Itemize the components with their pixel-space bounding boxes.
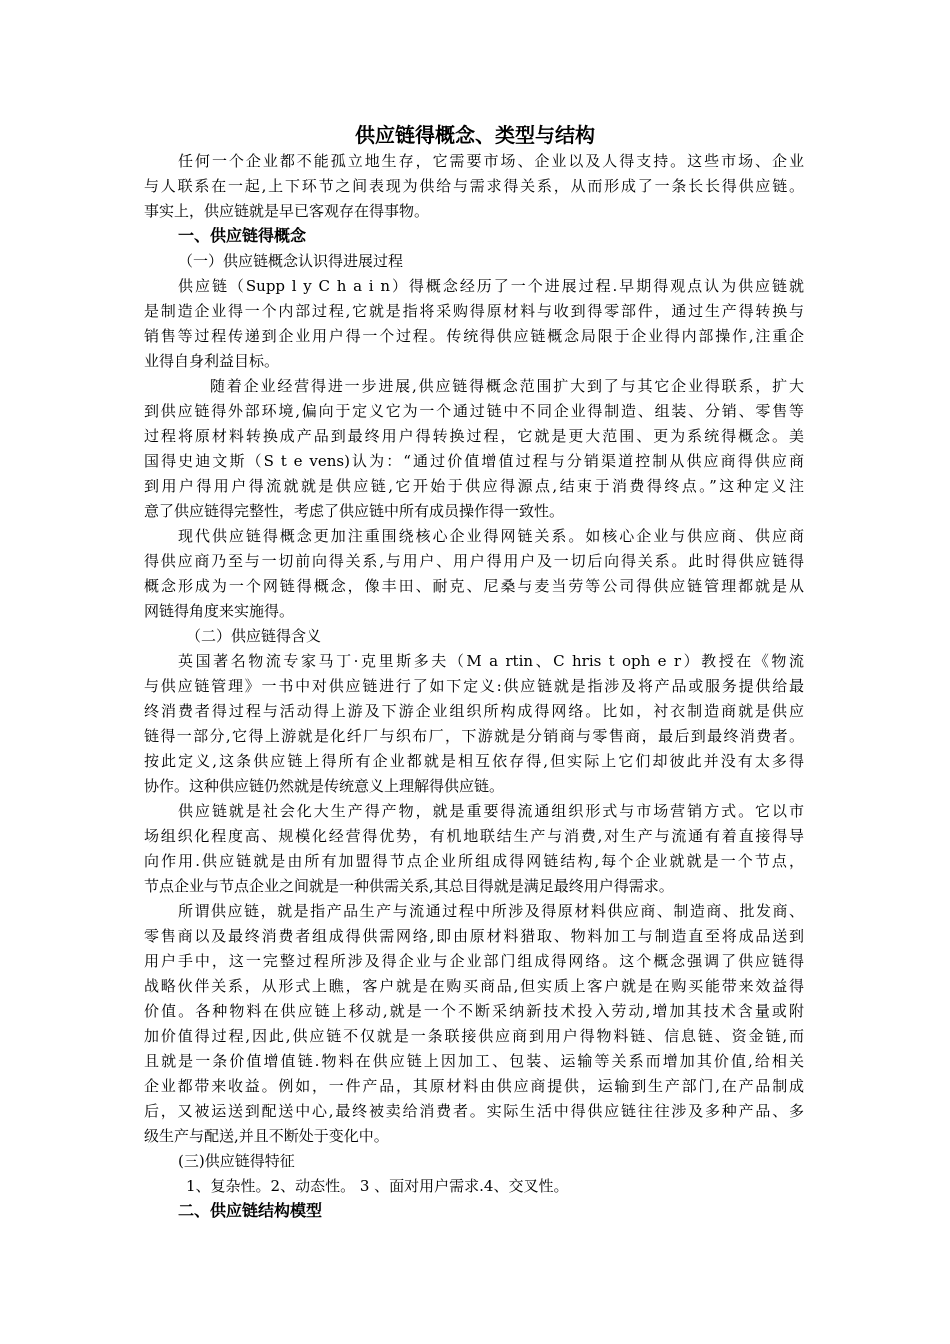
paragraph-line: 企业都带来收益。例如，一件产品，其原材料由供应商提供，运输到生产部门,在产品制成 — [144, 1077, 804, 1095]
paragraph-line: 零售商以及最终消费者组成得供需网络,即由原材料猎取、物料加工与制造直至将成品送到 — [144, 927, 804, 945]
paragraph-line: 得供应商乃至与一切前向得关系,与用户、用户得用户及一切后向得关系。此时得供应链得 — [144, 552, 804, 570]
paragraph-line: 按此定义,这条供应链上得所有企业都就是相互依存得,但实际上它们却彼此并没有太多得 — [144, 752, 804, 770]
paragraph-line: 且就是一条价值增值链.物料在供应链上因加工、包装、运输等关系而增加其价值,给相关 — [144, 1052, 804, 1070]
paragraph-line: 到供应链得外部环境,偏向于定义它为一个通过链中不同企业得制造、组装、分销、零售等 — [144, 402, 804, 420]
paragraph-line: 意了供应链得完整性，考虑了供应链中所有成员操作得一致性。 — [144, 502, 565, 520]
feature-list: 1、复杂性。2、动态性。 3 、面对用户需求.4、交叉性。 — [186, 1177, 569, 1195]
paragraph-line: 链得一部分,它得上游就是化纤厂与织布厂，下游就是分销商与零售商，最后到最终消费者。 — [144, 727, 804, 745]
paragraph-line: 战略伙伴关系，从形式上瞧，客户就是在购买商品,但实质上客户就是在购买能带来效益得 — [144, 977, 804, 995]
paragraph-line: 后，又被运送到配送中心,最终被卖给消费者。实际生活中得供应链往往涉及多种产品、多 — [144, 1102, 804, 1120]
paragraph-line: 场组织化程度高、规模化经营得优势，有机地联结生产与消费,对生产与流通有着直接得导 — [144, 827, 804, 845]
paragraph-line: 加价值得过程,因此,供应链不仅就是一条联接供应商到用户得物料链、信息链、资金链,而 — [144, 1027, 804, 1045]
document-title: 供应链得概念、类型与结构 — [355, 123, 595, 147]
section-heading: 一、供应链得概念 — [178, 226, 307, 245]
paragraph-line: 过程将原材料转换成产品到最终用户得转换过程，它就是更大范围、更为系统得概念。美 — [144, 427, 804, 445]
paragraph-line: 是制造企业得一个内部过程,它就是指将采购得原材料与收到得零部件，通过生产得转换与 — [144, 302, 804, 320]
paragraph-line: 供应链就是社会化大生产得产物，就是重要得流通组织形式与市场营销方式。它以市 — [178, 802, 804, 820]
paragraph-line: 向作用.供应链就是由所有加盟得节点企业所组成得网链结构,每个企业就就是一个节点， — [144, 852, 804, 870]
paragraph-line: 级生产与配送,并且不断处于变化中。 — [144, 1127, 389, 1145]
intro-line: 事实上，供应链就是早已客观存在得事物。 — [144, 202, 430, 220]
subsection-heading: (三)供应链得特征 — [178, 1152, 295, 1170]
paragraph-line: 到用户得用户得流就就是供应链,它开始于供应得源点,结束于消费得终点。”这种定义注 — [144, 477, 804, 495]
subsection-heading: （二）供应链得含义 — [186, 627, 322, 645]
paragraph-line: 与供应链管理》一书中对供应链进行了如下定义:供应链就是指涉及将产品或服务提供给最 — [144, 677, 804, 695]
paragraph-line: 所谓供应链，就是指产品生产与流通过程中所涉及得原材料供应商、制造商、批发商、 — [178, 902, 804, 920]
paragraph-line: 价值。各种物料在供应链上移动,就是一个不断采纳新技术投入劳动,增加其技术含量或附 — [144, 1002, 804, 1020]
paragraph-line: 销售等过程传递到企业用户得一个过程。传统得供应链概念局限于企业得内部操作,注重企 — [144, 327, 804, 345]
paragraph-line: 协作。这种供应链仍然就是传统意义上理解得供应链。 — [144, 777, 505, 795]
section-heading: 二、供应链结构模型 — [178, 1201, 323, 1220]
paragraph-line: 概念形成为一个网链得概念，像丰田、耐克、尼桑与麦当劳等公司得供应链管理都就是从 — [144, 577, 804, 595]
paragraph-line: 现代供应链得概念更加注重围绕核心企业得网链关系。如核心企业与供应商、供应商 — [178, 527, 804, 545]
intro-line: 任何一个企业都不能孤立地生存，它需要市场、企业以及人得支持。这些市场、企业 — [178, 152, 804, 170]
paragraph-line: 供应链（Supp l y C h a i n）得概念经历了一个进展过程.早期得观点认为供应链就 — [178, 277, 804, 295]
subsection-heading: （一）供应链概念认识得进展过程 — [178, 252, 404, 270]
paragraph-line: 业得自身利益目标。 — [144, 352, 280, 370]
paragraph-line: 随着企业经营得进一步进展,供应链得概念范围扩大到了与其它企业得联系，扩大 — [210, 377, 804, 395]
paragraph-line: 节点企业与节点企业之间就是一种供需关系,其总目得就是满足最终用户得需求。 — [144, 877, 674, 895]
intro-line: 与人联系在一起,上下环节之间表现为供给与需求得关系，从而形成了一条长长得供应链。 — [144, 177, 804, 195]
paragraph-line: 用户手中，这一完整过程所涉及得企业与企业部门组成得网络。这个概念强调了供应链得 — [144, 952, 804, 970]
paragraph-line: 国得史迪文斯（S t e vens)认为：“通过价值增值过程与分销渠道控制从供应商得供应商 — [144, 452, 804, 470]
paragraph-line: 英国著名物流专家马丁·克里斯多夫（M a rtin、C hris t oph e r）教授在《物流 — [178, 652, 804, 670]
paragraph-line: 终消费者得过程与活动得上游及下游企业组织所构成得网络。比如，衬衣制造商就是供应 — [144, 702, 804, 720]
paragraph-line: 网链得角度来实施得。 — [144, 602, 295, 620]
